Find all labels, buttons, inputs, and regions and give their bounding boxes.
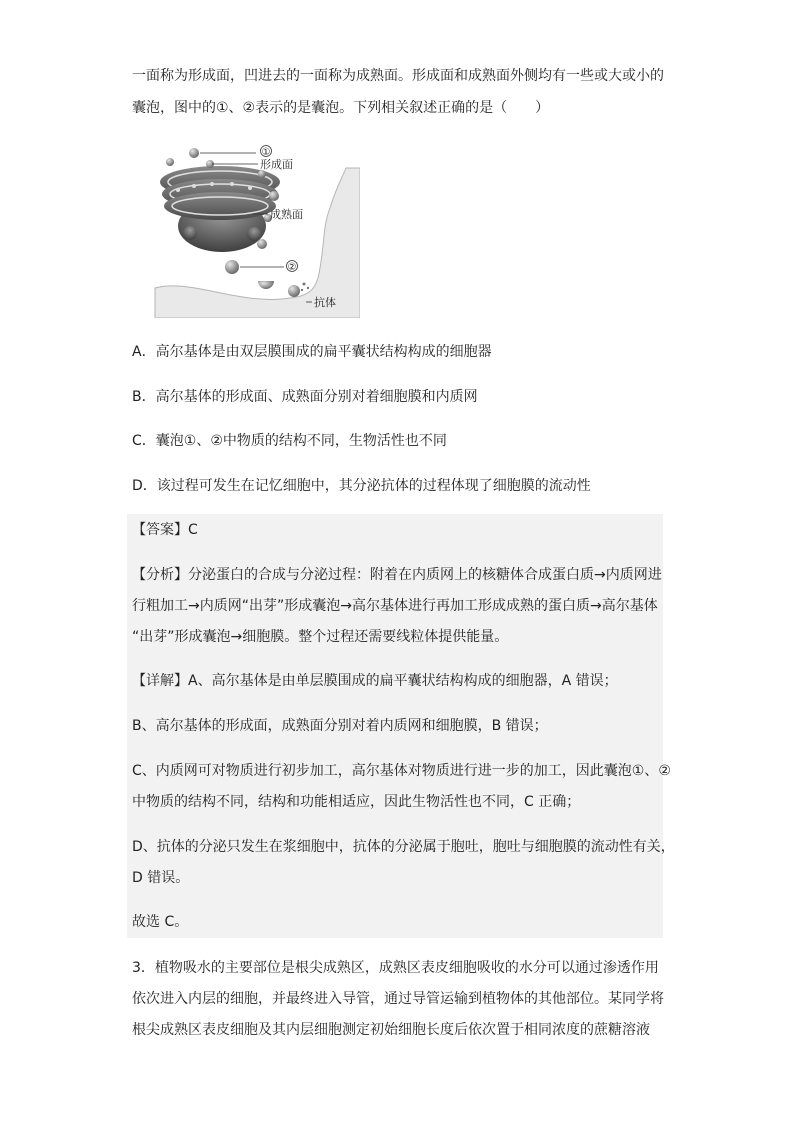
analysis-line-1: 【分析】分泌蛋白的合成与分泌过程：附着在内质网上的核糖体合成蛋白质→内质网进 xyxy=(132,567,662,583)
golgi-stack-3 xyxy=(164,192,276,220)
detail-d-line-1: D、抗体的分泌只发生在浆细胞中，抗体的分泌属于胞吐，胞吐与细胞膜的流动性有关， xyxy=(132,839,675,855)
detail-b: B、高尔基体的形成面，成熟面分别对着内质网和细胞膜，B 错误； xyxy=(132,718,548,734)
intro-line-2: 囊泡，图中的①、②表示的是囊泡。下列相关叙述正确的是（ ） xyxy=(132,100,550,116)
analysis-line-2: 行粗加工→内质网“出芽”形成囊泡→高尔基体进行再加工形成成熟的蛋白质→高尔基体 xyxy=(132,598,658,614)
vesicle-1 xyxy=(189,148,199,158)
vesicle-2 xyxy=(225,260,239,274)
antibody-vesicle xyxy=(288,285,300,297)
answer-line: 【答案】C xyxy=(132,522,198,538)
golgi-diagram xyxy=(150,138,360,318)
golgi-diagram-svg xyxy=(150,138,360,318)
option-a: A．高尔基体是由双层膜围成的扁平囊状结构构成的细胞器 xyxy=(132,344,492,360)
forming-face-label: 形成面 xyxy=(260,158,293,171)
detail-c-line-2: 中物质的结构不同，结构和功能相适应，因此生物活性也不同，C 正确； xyxy=(132,794,581,810)
question-3-line-1: 3．植物吸水的主要部位是根尖成熟区，成熟区表皮细胞吸收的水分可以通过渗透作用 xyxy=(132,960,659,976)
detail-d-line-2: D 错误。 xyxy=(132,870,190,886)
question-3-line-2: 依次进入内层的细胞，并最终进入导管，通过导管运输到植物体的其他部位。某同学将 xyxy=(132,991,664,1007)
question-3-line-3: 根尖成熟区表皮细胞及其内层细胞测定初始细胞长度后依次置于相同浓度的蔗糖溶液 xyxy=(132,1022,650,1038)
option-d: D．该过程可发生在记忆细胞中，其分泌抗体的过程体现了细胞膜的流动性 xyxy=(132,478,591,494)
mature-face-label: 成熟面 xyxy=(270,208,303,221)
vesicle-1-label: ① xyxy=(261,147,271,158)
conclusion-line: 故选 C。 xyxy=(132,914,189,930)
option-b: B．高尔基体的形成面、成熟面分别对着细胞膜和内质网 xyxy=(132,389,478,405)
detail-c-line-1: C、内质网可对物质进行初步加工，高尔基体对物质进行进一步的加工，因此囊泡①、② xyxy=(132,763,671,779)
option-c: C．囊泡①、②中物质的结构不同，生物活性也不同 xyxy=(132,433,447,449)
vesicle-2-label: ② xyxy=(287,262,297,273)
intro-line-1: 一面称为形成面，凹进去的一面称为成熟面。形成面和成熟面外侧均有一些或大或小的 xyxy=(132,68,664,84)
analysis-line-3: “出芽”形成囊泡→细胞膜。整个过程还需要线粒体提供能量。 xyxy=(132,629,509,645)
antibody-label: 抗体 xyxy=(314,296,336,309)
detail-a: 【详解】A、高尔基体是由单层膜围成的扁平囊状结构构成的细胞器，A 错误； xyxy=(132,673,618,689)
